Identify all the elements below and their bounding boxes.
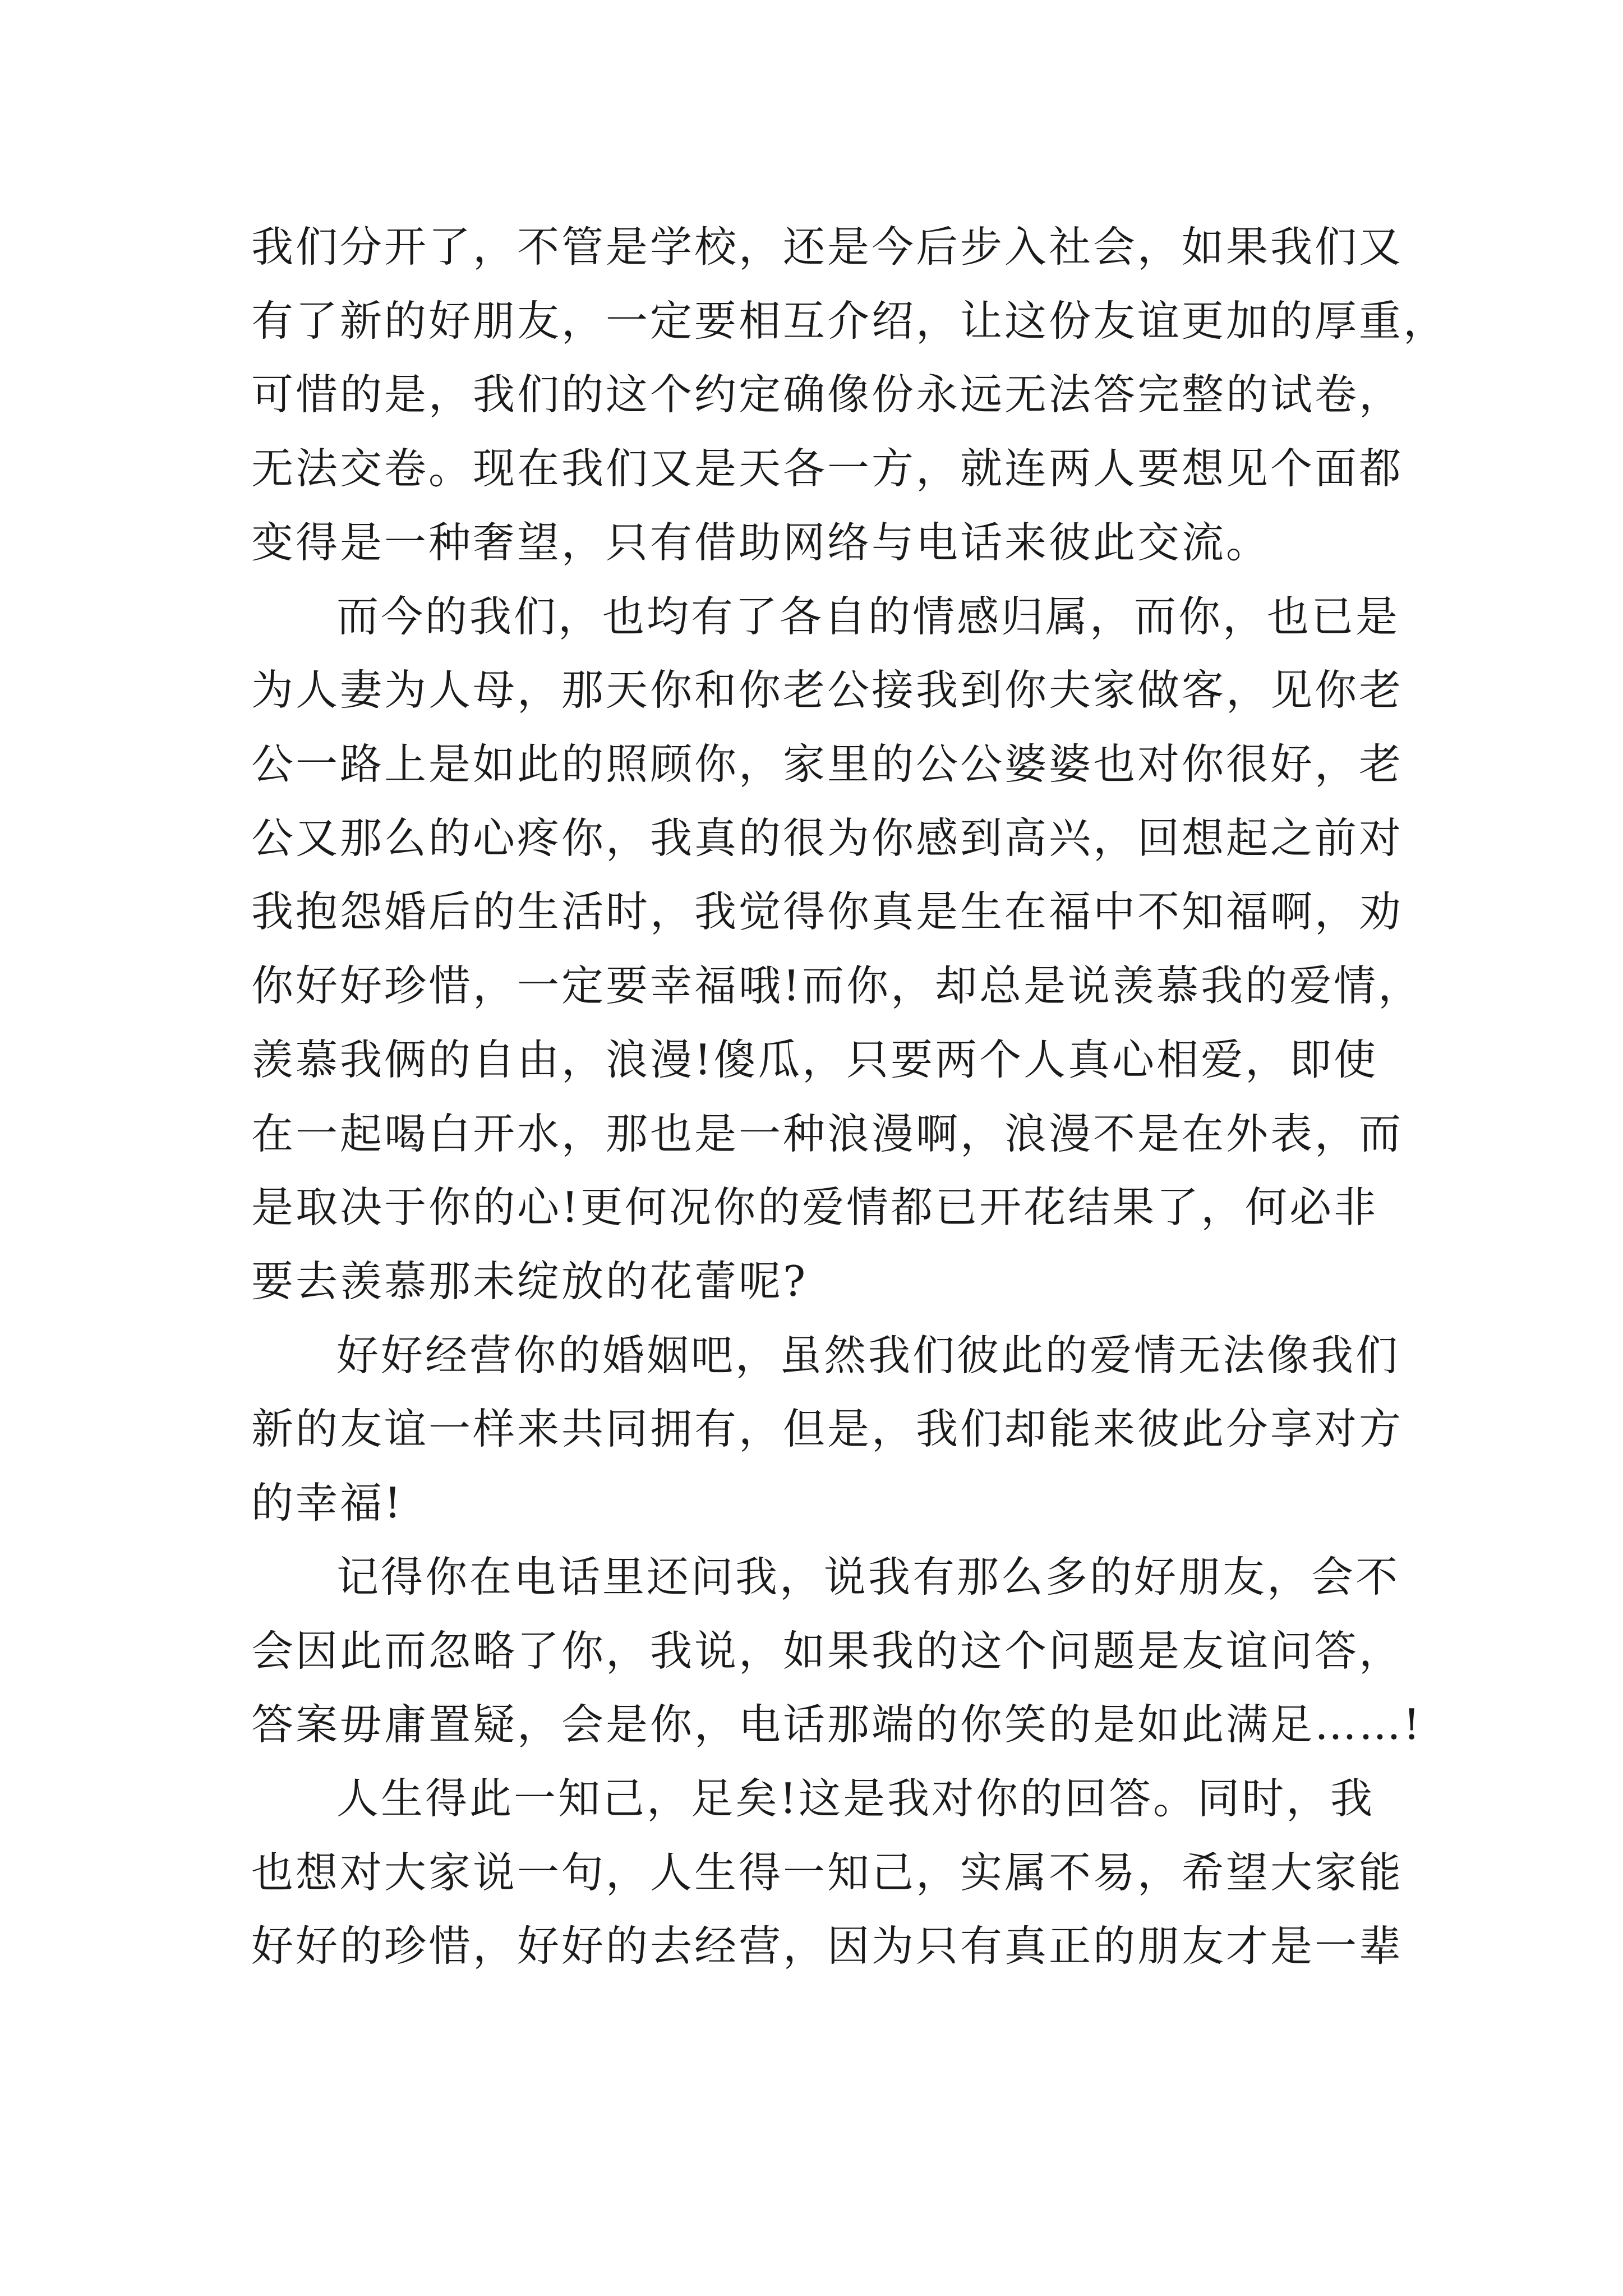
paragraph-start-line: 而今的我们，也均有了各自的情感归属，而你，也已是 <box>336 592 1400 641</box>
text-line: 变得是一种奢望，只有借助网络与电话来彼此交流。 <box>251 518 1271 567</box>
text-line: 也想对大家说一句，人生得一知己，实属不易，希望大家能 <box>251 1848 1404 1897</box>
text-line: 公一路上是如此的照顾你，家里的公公婆婆也对你很好，老 <box>251 739 1404 789</box>
paragraph-start-line: 记得你在电话里还问我，说我有那么多的好朋友，会不 <box>336 1552 1400 1602</box>
text-line: 的幸福! <box>251 1478 404 1527</box>
paragraph-start-line: 好好经营你的婚姻吧，虽然我们彼此的爱情无法像我们 <box>336 1331 1400 1380</box>
paragraph-start-line: 人生得此一知己，足矣!这是我对你的回答。同时，我 <box>336 1774 1375 1823</box>
text-line: 我抱怨婚后的生活时，我觉得你真是生在福中不知福啊，劝 <box>251 887 1404 936</box>
text-line: 可惜的是，我们的这个约定确像份永远无法答完整的试卷， <box>251 370 1404 419</box>
text-line: 羡慕我俩的自由，浪漫!傻瓜，只要两个人真心相爱，即使 <box>251 1035 1378 1084</box>
text-line: 无法交卷。现在我们又是天各一方，就连两人要想见个面都 <box>251 444 1404 493</box>
text-line: 你好好珍惜，一定要幸福哦!而你，却总是说羡慕我的爱情， <box>251 961 1423 1010</box>
text-line: 公又那么的心疼你，我真的很为你感到高兴，回想起之前对 <box>251 813 1404 863</box>
text-line: 答案毋庸置疑，会是你，电话那端的你笑的是如此满足……! <box>251 1700 1423 1749</box>
text-line: 为人妻为人母，那天你和你老公接我到你夫家做客，见你老 <box>251 665 1404 715</box>
text-line: 在一起喝白开水，那也是一种浪漫啊，浪漫不是在外表，而 <box>251 1109 1404 1158</box>
text-line: 好好的珍惜，好好的去经营，因为只有真正的朋友才是一辈 <box>251 1921 1404 1971</box>
text-line: 新的友谊一样来共同拥有，但是，我们却能来彼此分享对方 <box>251 1404 1404 1453</box>
text-line: 我们分开了，不管是学校，还是今后步入社会，如果我们又 <box>251 222 1404 272</box>
text-line: 会因此而忽略了你，我说，如果我的这个问题是友谊问答， <box>251 1626 1404 1676</box>
text-line: 要去羡慕那未绽放的花蕾呢? <box>251 1257 808 1306</box>
text-line: 有了新的好朋友，一定要相互介绍，让这份友谊更加的厚重， <box>251 296 1448 346</box>
text-line: 是取决于你的心!更何况你的爱情都已开花结果了，何必非 <box>251 1182 1378 1232</box>
